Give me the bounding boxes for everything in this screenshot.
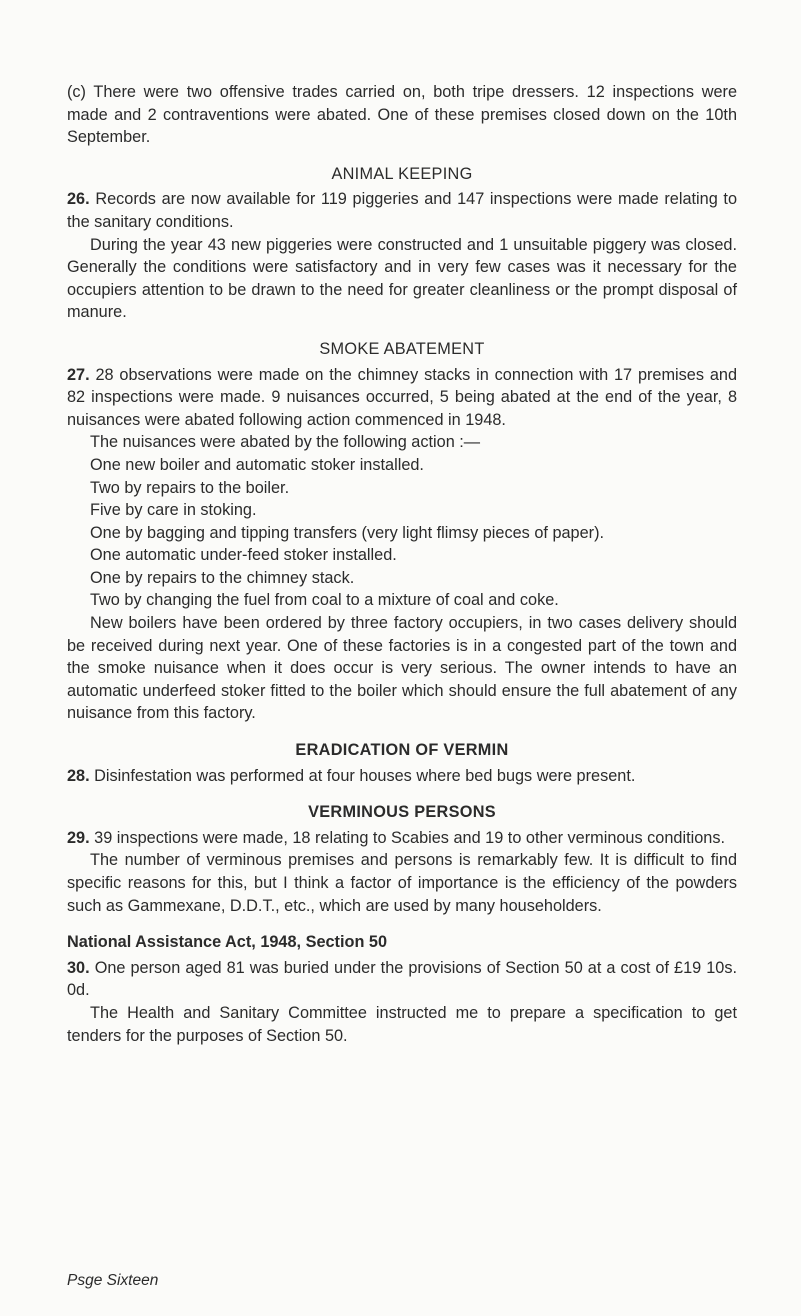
section-number-30: 30.: [67, 958, 90, 977]
action-item: Two by repairs to the boiler.: [90, 478, 290, 497]
paragraph-26-1-text: Records are now available for 119 piggeries and 147 inspections were made relating to the sanitary conditions.: [67, 190, 737, 231]
page-number-label: Psge Sixteen: [67, 1272, 159, 1289]
section-eradication-of-vermin: [67, 739, 737, 787]
action-item: One by repairs to the chimney stack.: [90, 568, 355, 587]
paragraph-27-1: [67, 364, 737, 432]
section-animal-keeping: [67, 163, 737, 324]
paragraph-29-1-text: 39 inspections were made, 18 relating to Scabies and 19 to other verminous conditions.: [94, 828, 725, 847]
action-item: Five by care in stoking.: [90, 501, 257, 520]
section-number-27: 27.: [67, 365, 90, 384]
action-item: One by bagging and tipping transfers (very light flimsy pieces of paper).: [90, 523, 605, 542]
paragraph-26-2: During the year 43 new piggeries were constructed and 1 unsuitable piggery was closed. Generally the conditions were satisfactory and in very few cases was it necessary for the occupiers attention to be drawn to the need for greater cleanliness or the prompt disposal of manure.: [67, 235, 737, 322]
section-number-28: 28.: [67, 766, 90, 785]
paragraph-30-1: [67, 957, 737, 1002]
paragraph-27-1-text: 28 observations were made on the chimney stacks in connection with 17 premises and 82 inspections were made. 9 nuisances occurred, 5 being abated at the end of the year, 8 nuisances were abated following action commenced in 1948.: [67, 365, 737, 429]
paragraph-30-2: The Health and Sanitary Committee instructed me to prepare a specification to get tenders for the purposes of Section 50.: [67, 1003, 737, 1045]
heading-national-assistance: National Assistance Act, 1948, Section 50: [67, 933, 388, 952]
heading-verminous-persons: VERMINOUS PERSONS: [308, 803, 496, 822]
paragraph-28-1: [67, 765, 737, 788]
section-number-29: 29.: [67, 828, 90, 847]
heading-animal-keeping: ANIMAL KEEPING: [331, 164, 473, 183]
section-smoke-abatement: [67, 338, 737, 725]
paragraph-26-1: [67, 188, 737, 233]
action-item: One automatic under-feed stoker installed.: [90, 546, 397, 565]
paragraph-27-3: New boilers have been ordered by three factory occupiers, in two cases delivery should be received during next year. One of these factories is in a congested part of the town and the smoke nuisance when it does occur is very serious. The owner intends to have an automatic underfeed stoker fitted to the boiler which should ensure the full abatement of any nuisance from this factory.: [67, 614, 737, 723]
section-number-26: 26.: [67, 190, 90, 209]
heading-smoke-abatement: SMOKE ABATEMENT: [319, 339, 485, 358]
paragraph-28-1-text: Disinfestation was performed at four houses where bed bugs were present.: [94, 766, 636, 785]
section-verminous-persons: [67, 801, 737, 917]
paragraph-29-2: The number of verminous premises and persons is remarkably few. It is difficult to find specific reasons for this, but I think a factor of importance is the efficiency of the powders such as Gammexane, D.D.T., etc., which are used by many householders.: [67, 851, 737, 915]
section-national-assistance: [67, 931, 737, 1047]
heading-eradication-of-vermin: ERADICATION OF VERMIN: [295, 741, 509, 760]
action-item: One new boiler and automatic stoker installed.: [90, 455, 424, 474]
paragraph-29-1: [67, 827, 737, 850]
action-item: Two by changing the fuel from coal to a mixture of coal and coke.: [90, 591, 559, 610]
intro-paragraph: (c) There were two offensive trades carried on, both tripe dressers. 12 inspections were made and 2 contraventions were abated. One of these premises closed down on the 10th September.: [67, 83, 737, 147]
paragraph-30-1-text: One person aged 81 was buried under the provisions of Section 50 at a cost of £19 10s. 0d.: [67, 958, 737, 1000]
paragraph-27-2: The nuisances were abated by the following action :—: [90, 433, 481, 452]
